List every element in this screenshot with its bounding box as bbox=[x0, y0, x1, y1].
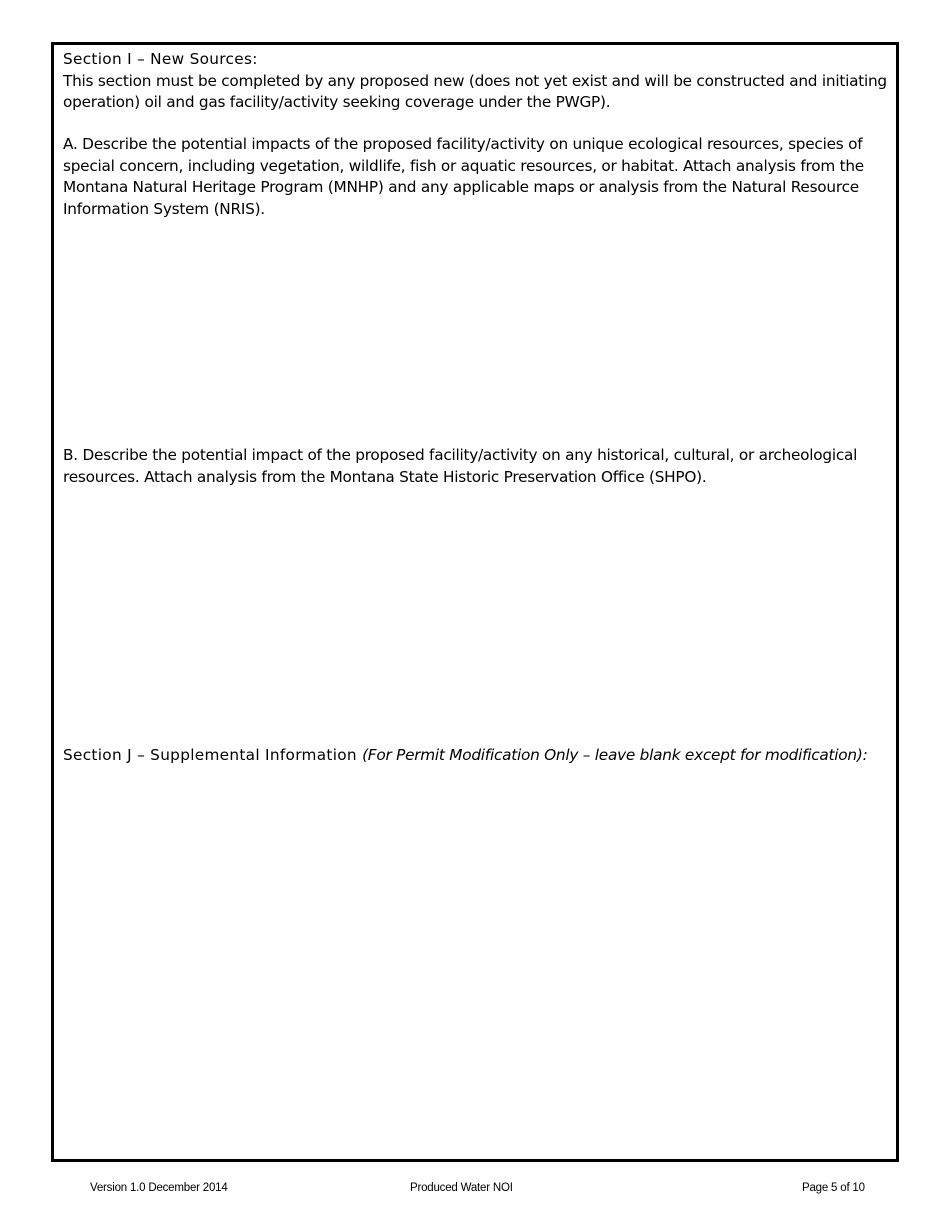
footer-title: Produced Water NOI bbox=[410, 1182, 513, 1194]
section-j bbox=[63, 745, 888, 767]
form-border bbox=[51, 42, 899, 1162]
section-j-heading: Section J – Supplemental Information bbox=[63, 746, 363, 764]
section-j-heading-line bbox=[63, 745, 888, 767]
footer-page-number: Page 5 of 10 bbox=[802, 1182, 865, 1194]
section-i-item-a bbox=[63, 134, 888, 220]
section-i-heading: Section I – New Sources: bbox=[63, 50, 258, 68]
footer-version: Version 1.0 December 2014 bbox=[90, 1182, 228, 1194]
section-i-intro: This section must be completed by any proposed new (does not yet exist and will be constructed and initiating operation) oil and gas facility/activity seeking coverage under the PWGP). bbox=[63, 71, 887, 111]
section-i bbox=[63, 49, 888, 114]
section-i-item-b bbox=[63, 445, 888, 488]
section-j-note: (For Permit Modification Only – leave blank except for modification): bbox=[362, 746, 868, 764]
item-a-text: A. Describe the potential impacts of the proposed facility/activity on unique ecological resources, species of special concern, including vegetation, wildlife, fish or aquatic resources, or habitat. Attach analysis from the Montana Natural Heritage Program (MNHP) and any applicable maps or analysis from the Natural Resource Information System (NRIS). bbox=[63, 135, 864, 218]
item-b-text: B. Describe the potential impact of the proposed facility/activity on any historical, cultural, or archeological resources. Attach analysis from the Montana State Historic Preservation Office (SHPO). bbox=[63, 446, 858, 486]
